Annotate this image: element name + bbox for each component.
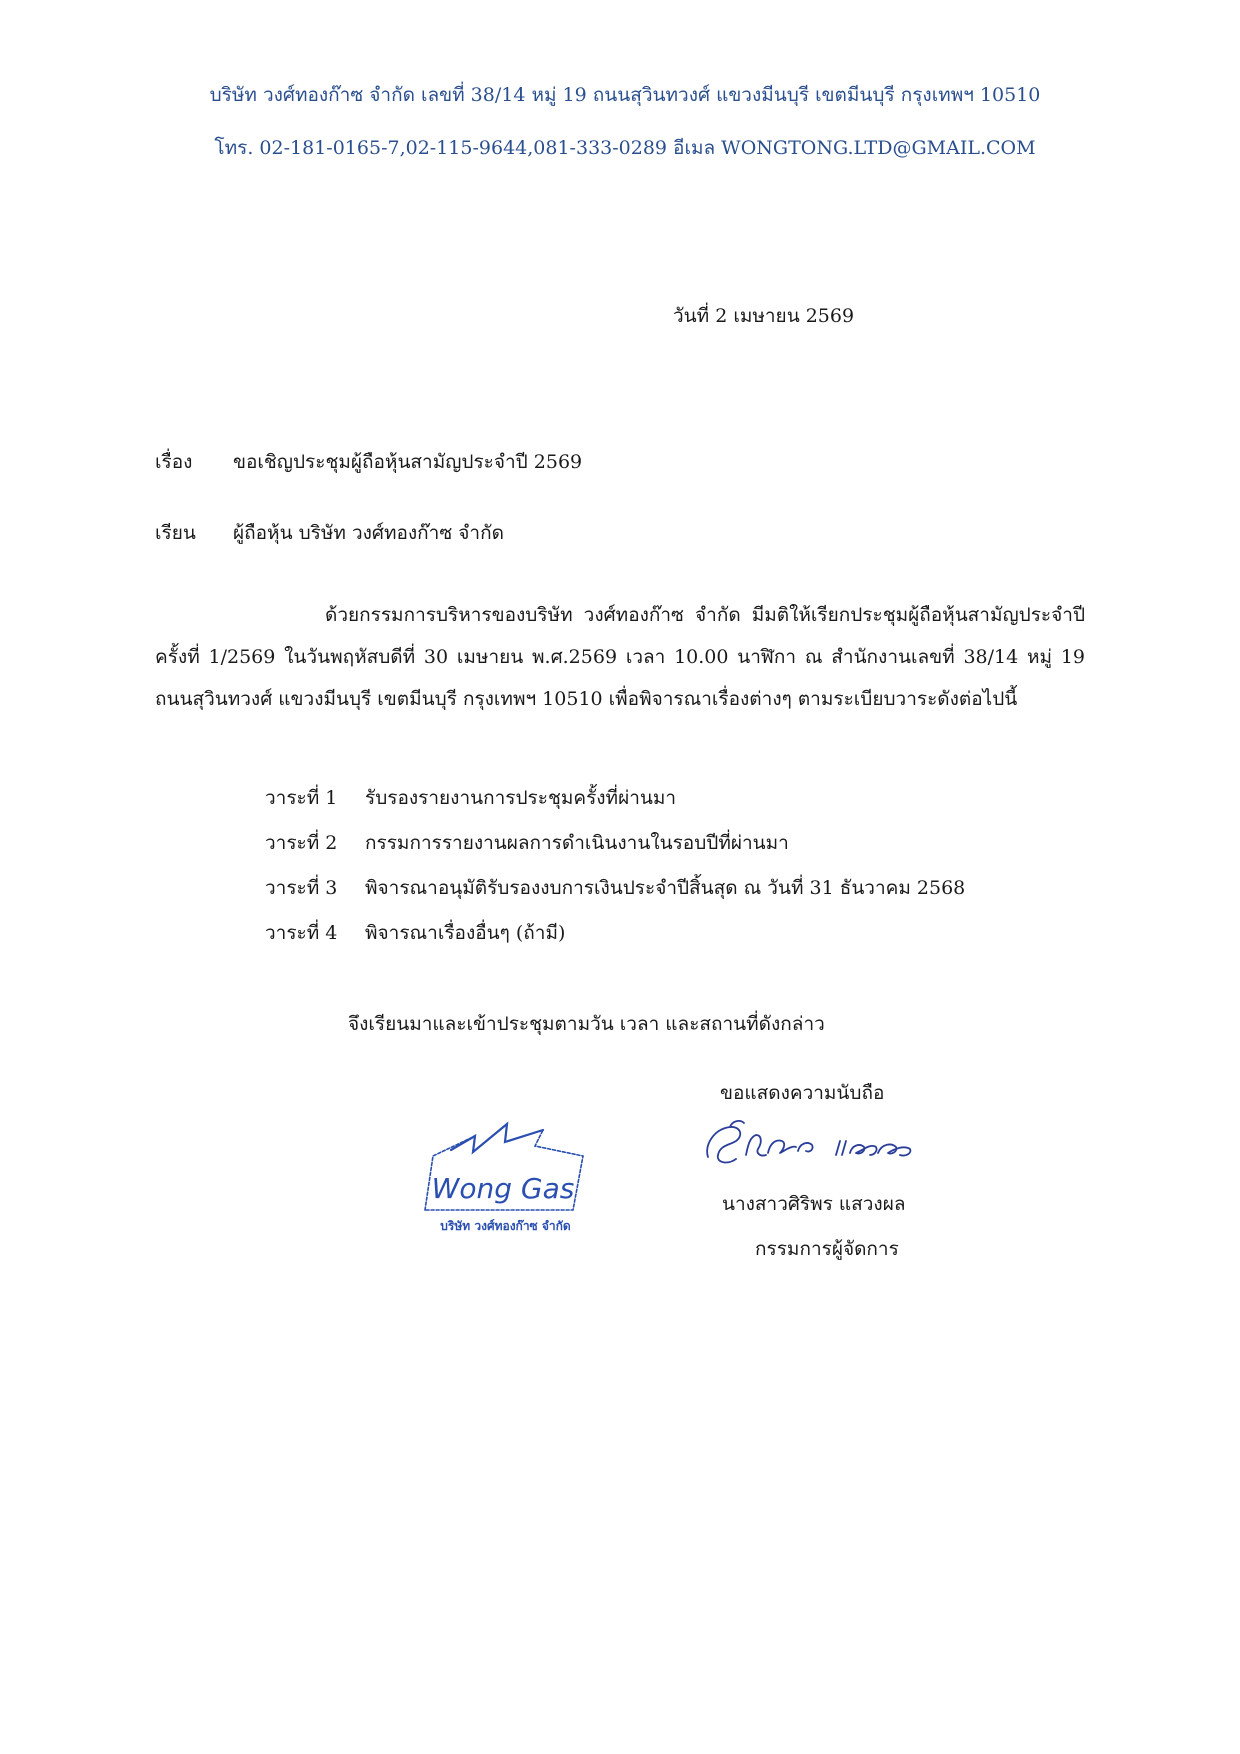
agenda-number: วาระที่ 3 [265,877,338,899]
regards-line: ขอแสดงความนับถือ [720,1082,885,1104]
closing-sentence: จึงเรียนมาและเข้าประชุมตามวัน เวลา และสถานที่ดังกล่าว [348,1013,825,1035]
company-stamp [415,1118,595,1218]
agenda-text: พิจารณาเรื่องอื่นๆ (ถ้ามี) [365,922,566,944]
recipient-label: เรียน [155,522,196,544]
handwritten-signature [700,1115,940,1175]
stamp-caption: บริษัท วงศ์ทองก๊าซ จำกัด [440,1219,571,1233]
subject-text: ขอเชิญประชุมผู้ถือหุ้นสามัญประจำปี 2569 [233,451,583,473]
agenda-item [265,918,965,963]
agenda-text: พิจารณาอนุมัติรับรองงบการเงินประจำปีสิ้นสุด ณ วันที่ 31 ธันวาคม 2568 [365,877,966,899]
stamp-logo-text: Wong Gas [431,1172,575,1205]
agenda-item [265,828,965,873]
agenda-text: กรรมการรายงานผลการดำเนินงานในรอบปีที่ผ่านมา [365,832,789,854]
agenda-list [265,783,965,963]
agenda-number: วาระที่ 2 [265,832,338,854]
letterhead-contact: โทร. 02-181-0165-7,02-115-9644,081-333-0289 อีเมล WONGTONG.LTD@GMAIL.COM [214,137,1036,159]
letterhead-address: บริษัท วงศ์ทองก๊าซ จำกัด เลขที่ 38/14 หมู่ 19 ถนนสุวินทวงศ์ แขวงมีนบุรี เขตมีนบุรี กรุงเทพฯ 10510 [209,84,1041,106]
letter-date: วันที่ 2 เมษายน 2569 [673,305,855,327]
agenda-number: วาระที่ 1 [265,787,338,809]
subject-label: เรื่อง [155,451,193,473]
agenda-text: รับรองรายงานการประชุมครั้งที่ผ่านมา [365,787,677,809]
agenda-item [265,873,965,918]
recipient-text: ผู้ถือหุ้น บริษัท วงศ์ทองก๊าซ จำกัด [233,522,504,544]
signer-title: กรรมการผู้จัดการ [755,1238,899,1260]
body-paragraph: ด้วยกรรมการบริหารของบริษัท วงศ์ทองก๊าซ จำกัด มีมติให้เรียกประชุมผู้ถือหุ้นสามัญประจำปี ครั้งที่ 1/2569 ในวันพฤหัสบดีที่ 30 เมษายน พ.ศ.2569 เวลา 10.00 นาฬิกา ณ สำนักงานเลขที่ 38/14 หมู่ 19 ถนนสุวินทวงศ์ แขวงมีนบุรี เขตมีนบุรี กรุงเทพฯ 10510 เพื่อพิจารณาเรื่องต่างๆ ตามระเบียบวาระดังต่อไปนี้ [155,604,1085,710]
agenda-number: วาระที่ 4 [265,922,338,944]
signer-name: นางสาวศิริพร แสวงผล [722,1193,906,1215]
agenda-item [265,783,965,828]
